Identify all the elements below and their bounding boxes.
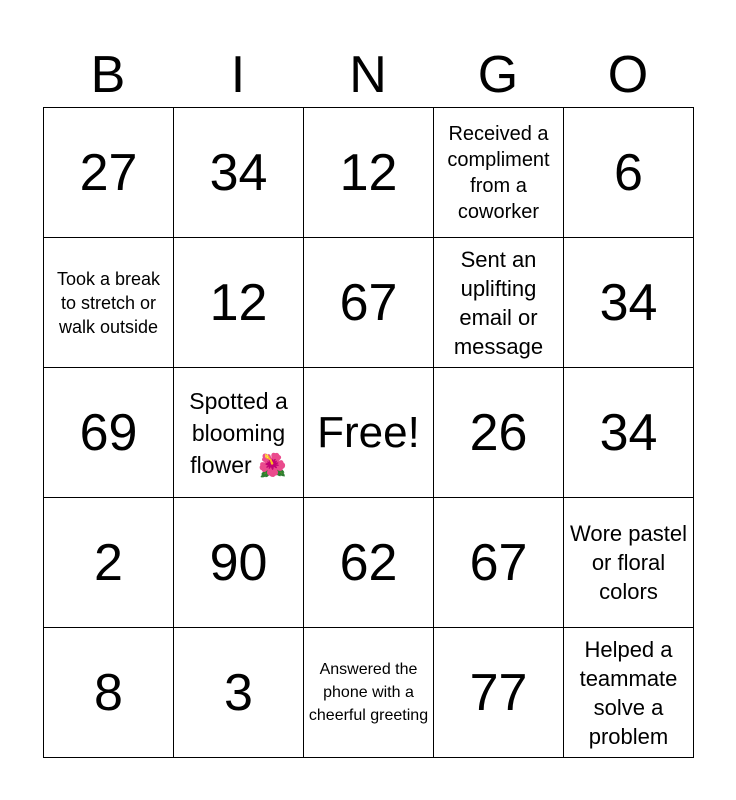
bingo-cell-label: 12 bbox=[339, 143, 398, 202]
bingo-cell[interactable] bbox=[44, 498, 174, 628]
bingo-cell-label: 77 bbox=[469, 663, 528, 722]
bingo-cell[interactable] bbox=[174, 238, 304, 368]
bingo-cell[interactable] bbox=[44, 108, 174, 238]
bingo-cell[interactable] bbox=[304, 498, 434, 628]
bingo-cell-label: 34 bbox=[209, 143, 268, 202]
bingo-cell-label: 2 bbox=[94, 533, 123, 592]
bingo-cell-label: Helped a teammate solve a problem bbox=[579, 636, 678, 749]
bingo-cell-label: Sent an uplifting email or message bbox=[453, 246, 544, 359]
bingo-cell[interactable] bbox=[564, 498, 694, 628]
bingo-cell-label: 12 bbox=[209, 273, 268, 332]
bingo-cell[interactable] bbox=[434, 498, 564, 628]
header-letter-n: N bbox=[349, 46, 387, 104]
bingo-cell[interactable] bbox=[564, 368, 694, 498]
header-letter-i: I bbox=[230, 46, 246, 104]
bingo-cell[interactable] bbox=[44, 368, 174, 498]
bingo-cell-label: Wore pastel or floral colors bbox=[570, 521, 687, 604]
bingo-cell[interactable] bbox=[174, 628, 304, 758]
bingo-cell[interactable] bbox=[434, 628, 564, 758]
bingo-cell[interactable] bbox=[174, 498, 304, 628]
bingo-cell-label: Received a compliment from a coworker bbox=[447, 122, 550, 223]
bingo-cell-label: 6 bbox=[614, 143, 643, 202]
bingo-cell-label: 67 bbox=[469, 533, 528, 592]
bingo-cell-label: Answered the phone with a cheerful greeting bbox=[308, 661, 429, 724]
header-letter-b: B bbox=[90, 46, 126, 104]
header-letter-o: O bbox=[607, 46, 649, 104]
bingo-cell-label: 34 bbox=[599, 273, 658, 332]
bingo-cell[interactable] bbox=[434, 108, 564, 238]
bingo-cell[interactable] bbox=[304, 628, 434, 758]
bingo-header bbox=[43, 42, 693, 108]
bingo-cell-label: Spotted a blooming flower 🌺 bbox=[189, 387, 288, 478]
bingo-cell-label: 8 bbox=[94, 663, 123, 722]
bingo-cell[interactable] bbox=[304, 108, 434, 238]
bingo-cell-label: 34 bbox=[599, 403, 658, 462]
bingo-cell[interactable] bbox=[304, 238, 434, 368]
bingo-cell-label: 67 bbox=[339, 273, 398, 332]
bingo-cell[interactable] bbox=[434, 238, 564, 368]
bingo-cell-label: Free! bbox=[317, 407, 420, 457]
bingo-cell-label: 69 bbox=[79, 403, 138, 462]
bingo-cell[interactable] bbox=[44, 628, 174, 758]
header-letter-g: G bbox=[477, 46, 519, 104]
bingo-cell[interactable] bbox=[564, 628, 694, 758]
bingo-cell-label: 62 bbox=[339, 533, 398, 592]
bingo-cell[interactable] bbox=[44, 238, 174, 368]
bingo-cell-label: 26 bbox=[469, 403, 528, 462]
bingo-cell-label: Took a break to stretch or walk outside bbox=[56, 268, 161, 337]
bingo-cell[interactable] bbox=[174, 108, 304, 238]
bingo-cell-label: 3 bbox=[224, 663, 253, 722]
bingo-cell-label: 90 bbox=[209, 533, 268, 592]
bingo-cell-label: 27 bbox=[79, 143, 138, 202]
bingo-cell[interactable] bbox=[174, 368, 304, 498]
bingo-cell[interactable] bbox=[564, 108, 694, 238]
bingo-cell[interactable] bbox=[434, 368, 564, 498]
bingo-cell[interactable] bbox=[304, 368, 434, 498]
bingo-card-grid bbox=[43, 107, 694, 758]
bingo-cell[interactable] bbox=[564, 238, 694, 368]
